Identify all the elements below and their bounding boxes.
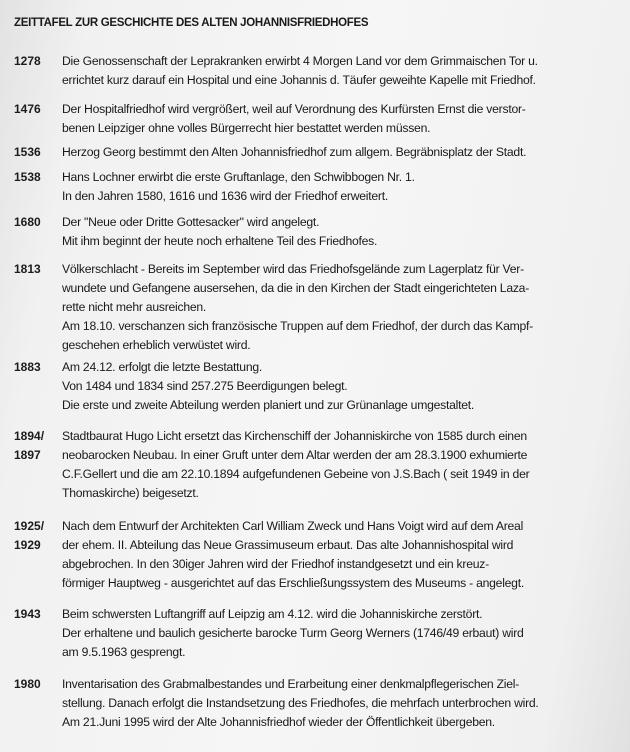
entry-text-line: Inventarisation des Grabmalbestandes und Erarbeitung einer denkmalpflegerischen Ziel- — [62, 677, 520, 691]
entry-text-line: Die Genossenschaft der Leprakranken erwirbt 4 Morgen Land vor dem Grimmaischen Tor u. — [62, 54, 538, 68]
entry-text-line: neobarocken Neubau. In einer Gruft unter dem Altar werden der am 28.3.1900 exhumierte — [62, 448, 528, 462]
entry-year: 1883 — [14, 360, 41, 374]
entry-text — [62, 605, 622, 662]
entry-year: 1278 — [14, 54, 41, 68]
entry-text-line: Thomaskirche) beigesetzt. — [62, 486, 199, 500]
entry-text — [62, 213, 622, 251]
entry-year: 1813 — [14, 262, 41, 276]
entry-text-line: Mit ihm beginnt der heute noch erhaltene Teil des Friedhofes. — [62, 234, 378, 248]
entry-year: 1536 — [14, 145, 41, 159]
entry-text-line: geschehen erheblich verwüstet wird. — [62, 338, 251, 352]
entry-text-line: am 9.5.1963 gesprengt. — [62, 645, 186, 659]
entry-text-line: In den Jahren 1580, 1616 und 1636 wird der Friedhof erweitert. — [62, 189, 388, 203]
entry-text-line: Beim schwersten Luftangriff auf Leipzig am 4.12. wird die Johanniskirche zerstört. — [62, 607, 483, 621]
entry-text-line: Der "Neue oder Dritte Gottesacker" wird angelegt. — [62, 215, 320, 229]
entry-text — [62, 143, 622, 162]
entry-text — [62, 168, 622, 206]
entry-text-line: Der erhaltene und baulich gesicherte barocke Turm Georg Werners (1746/49 erbaut) wird — [62, 626, 524, 640]
entry-text-line: Am 24.12. erfolgt die letzte Bestattung. — [62, 360, 263, 374]
entry-text-line: Am 21.Juni 1995 wird der Alte Johannisfriedhof wieder der Öffentlichkeit übergeben. — [62, 715, 495, 729]
entry-text-line: der ehem. II. Abteilung das Neue Grassimuseum erbaut. Das alte Johannishospital wird — [62, 538, 514, 552]
entry-text-line: Die erste und zweite Abteilung werden planiert und zur Grünanlage umgestaltet. — [62, 398, 475, 412]
entry-text — [62, 675, 622, 732]
entry-text — [62, 100, 622, 138]
entry-year: 1894/ 1897 — [14, 429, 45, 462]
entry-year: 1980 — [14, 677, 41, 691]
entry-text — [62, 517, 622, 593]
entry-text-line: abgebrochen. In den 30iger Jahren wird der Friedhof instandgesetzt und ein kreuz- — [62, 557, 489, 571]
entry-text-line: wundete und Gefangene ausersehen, da die in den Kirchen der Stadt eingerichteten Laza- — [62, 281, 530, 295]
entry-year: 1538 — [14, 170, 41, 184]
document-title: ZEITTAFEL ZUR GESCHICHTE DES ALTEN JOHANNISFRIEDHOFES — [14, 17, 369, 29]
entry-text — [62, 358, 622, 415]
entry-year: 1680 — [14, 215, 41, 229]
entry-text-line: Stadtbaurat Hugo Licht ersetzt das Kirchenschiff der Johanniskirche von 1585 durch einen — [62, 429, 527, 443]
entry-text-line: Am 18.10. verschanzen sich französische Truppen auf dem Friedhof, der durch das Kampf- — [62, 319, 533, 333]
entry-text-line: errichtet kurz darauf ein Hospital und eine Johannis d. Täufer geweihte Kapelle mit Friedhof. — [62, 73, 536, 87]
entry-text-line: förmiger Hauptweg - ausgerichtet auf das Erschließungssystem des Museums - angelegt. — [62, 576, 524, 590]
entry-text — [62, 260, 622, 355]
entry-text-line: Hans Lochner erwirbt die erste Gruftanlage, den Schwibbogen Nr. 1. — [62, 170, 415, 184]
entry-text-line: rette nicht mehr ausreichen. — [62, 300, 207, 314]
entry-text-line: C.F.Gellert und die am 22.10.1894 aufgefundenen Gebeine von J.S.Bach ( seit 1949 in der — [62, 467, 530, 481]
entry-year: 1925/ 1929 — [14, 519, 45, 552]
entry-text-line: stellung. Danach erfolgt die Instandsetzung des Friedhofes, die mehrfach unterbrochen wird. — [62, 696, 539, 710]
entry-text-line: Nach dem Entwurf der Architekten Carl William Zweck und Hans Voigt wird auf dem Areal — [62, 519, 524, 533]
entry-text — [62, 427, 622, 503]
entry-text-line: Völkerschlacht - Bereits im September wird das Friedhofsgelände zum Lagerplatz für Ver- — [62, 262, 524, 276]
entry-year: 1943 — [14, 607, 41, 621]
entry-text-line: Der Hospitalfriedhof wird vergrößert, weil auf Verordnung des Kurfürsten Ernst die verstor- — [62, 102, 526, 116]
entry-text-line: benen Leipziger ohne volles Bürgerrecht hier bestattet werden müssen. — [62, 121, 431, 135]
entry-text-line: Herzog Georg bestimmt den Alten Johannisfriedhof zum allgem. Begräbnisplatz der Stadt. — [62, 145, 527, 159]
entry-text — [62, 52, 622, 90]
entry-text-line: Von 1484 und 1834 sind 257.275 Beerdigungen belegt. — [62, 379, 348, 393]
entry-year: 1476 — [14, 102, 41, 116]
